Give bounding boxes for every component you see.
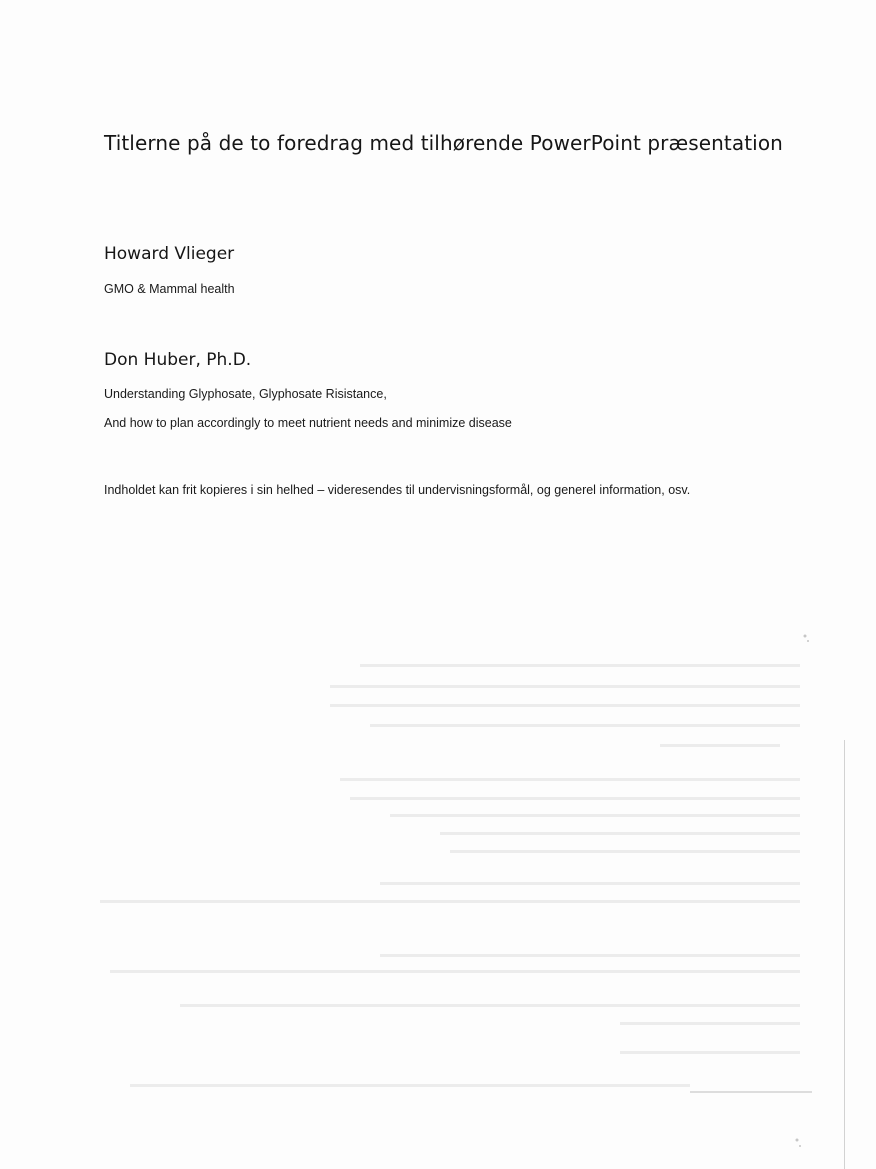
talk-title: GMO & Mammal health [104, 282, 235, 296]
document-title: Titlerne på de to foredrag med tilhørende PowerPoint præsentation [104, 131, 783, 155]
talk-title: Understanding Glyphosate, Glyphosate Risistance, [104, 387, 387, 401]
scan-edge-line [844, 740, 845, 1169]
speaker-name: Howard Vlieger [104, 244, 235, 264]
copyright-note: Indholdet kan frit kopieres i sin helhed – videresendes til undervisningsformål, og generel information, osv. [104, 483, 691, 497]
talk-title-continued: And how to plan accordingly to meet nutrient needs and minimize disease [104, 416, 512, 430]
speaker-name: Don Huber, Ph.D. [104, 350, 252, 370]
